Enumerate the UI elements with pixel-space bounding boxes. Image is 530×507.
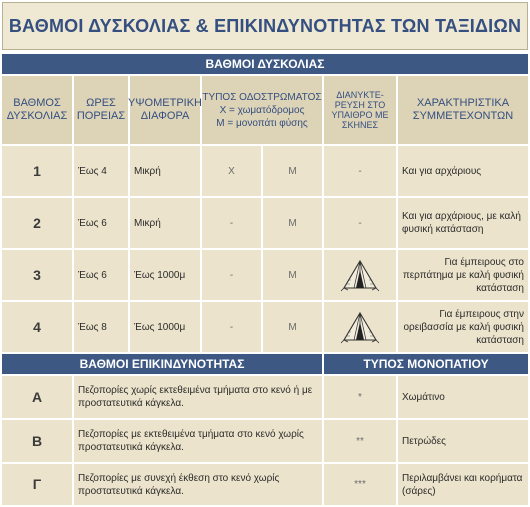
trail-section-title: ΤΥΠΟΣ ΜΟΝΟΠΑΤΙΟΥ: [324, 354, 528, 374]
header-road-type-line1: ΤΥΠΟΣ ΟΔΟΣΤΡΩΜΑΤΟΣ: [202, 91, 322, 103]
difficulty-cell-m: Μ: [263, 302, 322, 352]
header-camping-line1: ΔΙΑΝΥΚΤΕ-: [336, 90, 384, 100]
difficulty-cell-camping: -: [324, 198, 396, 248]
header-characteristics: [398, 76, 528, 144]
danger-cell-grade: Γ: [2, 464, 72, 505]
danger-cell-description: Πεζοπορίες με συνεχή έκθεση στο κενό χωρίς προστατευτικά κάγκελα.: [74, 464, 322, 505]
difficulty-cell-characteristics: Και για αρχάριους, με καλή φυσική κατάσταση: [398, 198, 528, 248]
difficulty-cell-camping: -: [324, 146, 396, 196]
difficulty-cell-altitude: Έως 1000μ: [130, 250, 200, 300]
danger-cell-grade: Β: [2, 420, 72, 462]
header-road-type: [202, 76, 322, 144]
danger-cell-stars: ***: [324, 464, 396, 505]
header-characteristics-line1: ΧΑΡΑΚΤΗΡΙΣΤΙΚΑ: [416, 97, 510, 109]
difficulty-section-title: ΒΑΘΜΟΙ ΔΥΣΚΟΛΙΑΣ: [2, 54, 528, 74]
header-altitude: [130, 76, 200, 144]
header-grade-line2: ΔΥΣΚΟΛΙΑΣ: [6, 110, 68, 122]
danger-cell-trail: Χωμάτινο: [398, 376, 528, 418]
difficulty-cell-camping: [324, 250, 396, 300]
difficulty-cell-altitude: Έως 1000μ: [130, 302, 200, 352]
difficulty-cell-m: Μ: [263, 146, 322, 196]
header-road-type-line2: Χ = χωματόδρομος: [219, 104, 305, 116]
difficulty-cell-x: Χ: [202, 146, 261, 196]
tent-icon: [340, 258, 380, 292]
header-hours-line1: ΩΡΕΣ: [86, 97, 116, 109]
header-hours-line2: ΠΟΡΕΙΑΣ: [76, 110, 126, 122]
difficulty-cell-hours: Έως 4: [74, 146, 128, 196]
difficulty-cell-x: -: [202, 198, 261, 248]
difficulty-cell-hours: Έως 8: [74, 302, 128, 352]
difficulty-cell-grade: 2: [2, 198, 72, 248]
header-characteristics-line2: ΣΥΜΜΕΤΕΧΟΝΤΩΝ: [412, 110, 514, 122]
header-altitude-line2: ΔΙΑΦΟΡΑ: [140, 110, 190, 122]
header-camping-line4: ΣΚΗΝΕΣ: [341, 120, 379, 130]
difficulty-cell-hours: Έως 6: [74, 250, 128, 300]
difficulty-cell-grade: 3: [2, 250, 72, 300]
difficulty-cell-altitude: Μικρή: [130, 146, 200, 196]
difficulty-cell-characteristics: Και για αρχάριους: [398, 146, 528, 196]
difficulty-cell-x: -: [202, 302, 261, 352]
danger-section-title: ΒΑΘΜΟΙ ΕΠΙΚΙΝΔΥΝΟΤΗΤΑΣ: [2, 354, 322, 374]
difficulty-cell-grade: 1: [2, 146, 72, 196]
danger-cell-stars: **: [324, 420, 396, 462]
header-camping: [324, 76, 396, 144]
danger-cell-description: Πεζοπορίες με εκτεθειμένα τμήματα στο κενό χωρίς προστατευτικά κάγκελα.: [74, 420, 322, 462]
difficulty-cell-hours: Έως 6: [74, 198, 128, 248]
danger-cell-stars: *: [324, 376, 396, 418]
page-title: ΒΑΘΜΟΙ ΔΥΣΚΟΛΙΑΣ & ΕΠΙΚΙΝΔΥΝΟΤΗΤΑΣ ΤΩΝ ΤΑΞΙΔΙΩΝ: [2, 2, 528, 50]
danger-cell-grade: Α: [2, 376, 72, 418]
difficulty-cell-camping: [324, 302, 396, 352]
header-grade: [2, 76, 72, 144]
header-altitude-line1: ΥΨΟΜΕΤΡΙΚΗ: [128, 97, 202, 109]
header-camping-line3: ΥΠΑΙΘΡΟ ΜΕ: [331, 110, 389, 120]
danger-cell-trail: Πετρώδες: [398, 420, 528, 462]
header-camping-line2: ΡΕΥΣΗ ΣΤΟ: [334, 100, 386, 110]
difficulty-cell-x: -: [202, 250, 261, 300]
difficulty-cell-characteristics: Για έμπειρους στο περπάτημα με καλή φυσική κατάσταση: [398, 250, 528, 300]
danger-cell-trail: Περιλαμβάνει και κορήματα (σάρες): [398, 464, 528, 505]
danger-cell-description: Πεζοπορίες χωρίς εκτεθειμένα τμήματα στο κενό ή με προστατευτικά κάγκελα.: [74, 376, 322, 418]
difficulty-cell-altitude: Μικρή: [130, 198, 200, 248]
difficulty-cell-m: Μ: [263, 198, 322, 248]
tent-icon: [340, 310, 380, 344]
difficulty-cell-m: Μ: [263, 250, 322, 300]
difficulty-cell-grade: 4: [2, 302, 72, 352]
header-road-type-line3: Μ = μονοπάτι φύσης: [216, 117, 308, 129]
header-grade-line1: ΒΑΘΜΟΣ: [13, 97, 61, 109]
header-hours: [74, 76, 128, 144]
difficulty-cell-characteristics: Για έμπειρους στην ορειβασσία με καλή φυσική κατάσταση: [398, 302, 528, 352]
